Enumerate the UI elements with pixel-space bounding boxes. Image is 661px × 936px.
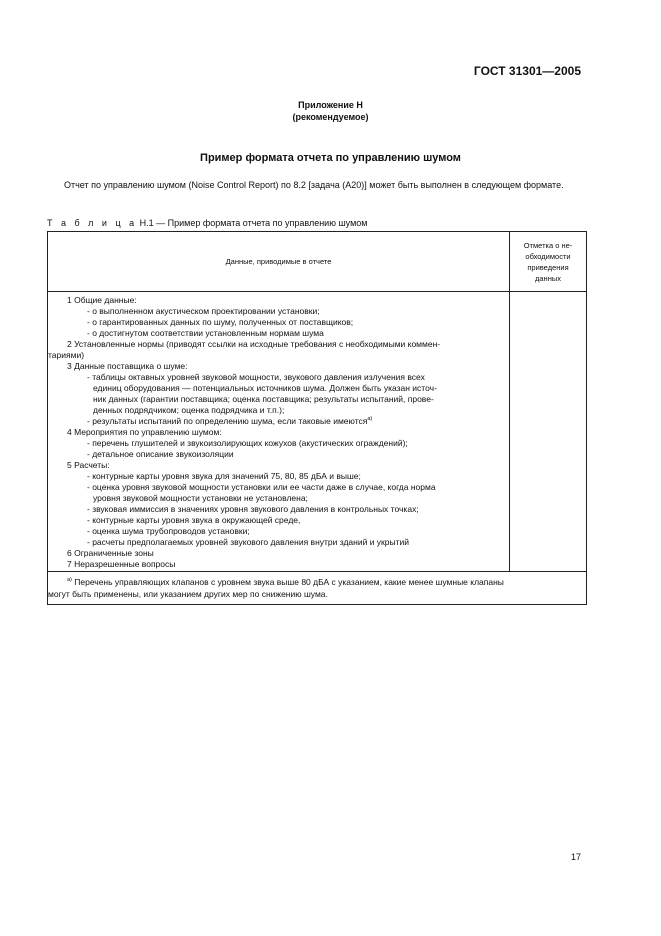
section-heading-continuation: тариями) xyxy=(48,350,85,360)
section-heading: 1 Общие данные: xyxy=(67,295,137,305)
list-item: - о выполненном акустическом проектировании установки; xyxy=(87,306,320,316)
footnote-marker: а) xyxy=(67,577,72,584)
list-item-continuation: денных подрядчиком; оценка подрядчика и т.п.); xyxy=(93,405,285,415)
list-item: - о достигнутом соответствии установленным нормам шума xyxy=(87,328,324,338)
section-heading: 5 Расчеты: xyxy=(67,460,110,470)
list-item: - о гарантированных данных по шуму, полученных от поставщиков; xyxy=(87,317,354,327)
list-item: - детальное описание звукоизоляции xyxy=(87,449,234,459)
list-item: - контурные карты уровня звука для значений 75, 80, 85 дБА и выше; xyxy=(87,471,361,481)
footnote-line: могут быть применены, или указанием других мер по снижению шума. xyxy=(48,589,328,599)
column-header-mark-line: обходимости xyxy=(525,251,571,261)
footnote-reference: а) xyxy=(367,416,373,423)
table-caption-text: Н.1 — Пример формата отчета по управлению шумом xyxy=(139,218,368,228)
list-item: - оценка уровня звуковой мощности установки или ее части даже в случае, когда норма xyxy=(87,482,436,492)
document-title: Пример формата отчета по управлению шумом xyxy=(200,152,461,164)
header-divider xyxy=(48,291,586,292)
list-item: - контурные карты уровня звука в окружающей среде, xyxy=(87,515,301,525)
noise-report-table xyxy=(47,231,587,605)
list-item: - перечень глушителей и звукоизолирующих кожухов (акустических ограждений); xyxy=(87,438,408,448)
section-heading: 2 Установленные нормы (приводят ссылки на исходные требования с необходимыми коммен- xyxy=(67,339,441,349)
column-header-mark xyxy=(510,232,586,291)
list-item-continuation: ник данных (гарантии поставщика; оценка поставщика; результаты испытаний, прове- xyxy=(93,394,434,404)
column-header-mark-line: данных xyxy=(535,273,561,283)
footnote-line xyxy=(48,576,584,588)
annex-status: (рекомендуемое) xyxy=(292,112,369,122)
table-caption-label: Т а б л и ц а xyxy=(47,218,138,228)
list-item: - таблицы октавных уровней звуковой мощности, звукового давления излучения всех xyxy=(87,372,425,382)
list-item: - расчеты предполагаемых уровней звукового давления внутри зданий и укрытий xyxy=(87,537,409,547)
footnote-text: Перечень управляющих клапанов с уровнем звука выше 80 дБА с указанием, какие менее шумные клапаны xyxy=(74,577,504,587)
list-item xyxy=(48,416,506,427)
standard-number: ГОСТ 31301—2005 xyxy=(473,64,581,78)
footnote-divider xyxy=(48,571,586,572)
column-header-data xyxy=(48,232,509,291)
column-header-mark-line: Отметка о не- xyxy=(523,240,573,250)
table-caption xyxy=(47,218,367,228)
list-item: - звуковая иммиссия в значениях уровня звукового давления в контрольных точках; xyxy=(87,504,419,514)
table-content xyxy=(48,295,506,570)
page-number: 17 xyxy=(570,852,581,862)
intro-paragraph: Отчет по управлению шумом (Noise Control Report) по 8.2 [задача (А20)] может быть выполнен в следующем формате. xyxy=(64,180,564,190)
list-item-text: - результаты испытаний по определению шума, если таковые имеются xyxy=(87,416,368,426)
list-item-continuation: уровня звуковой мощности установки не установлена; xyxy=(93,493,308,503)
annex-heading xyxy=(0,99,661,123)
column-header-data-text: Данные, приводимые в отчете xyxy=(225,257,332,266)
column-header-mark-line: приведения xyxy=(527,262,569,272)
table-footnote xyxy=(48,576,584,600)
section-heading: 3 Данные поставщика о шуме: xyxy=(67,361,188,371)
list-item: - оценка шума трубопроводов установки; xyxy=(87,526,250,536)
section-heading: 4 Мероприятия по управлению шумом: xyxy=(67,427,222,437)
list-item-continuation: единиц оборудования — потенциальных источников шума. Должен быть указан источ- xyxy=(93,383,437,393)
section-heading: 6 Ограниченные зоны xyxy=(67,548,154,558)
annex-title: Приложение Н xyxy=(298,100,363,110)
section-heading: 7 Неразрешенные вопросы xyxy=(67,559,176,569)
